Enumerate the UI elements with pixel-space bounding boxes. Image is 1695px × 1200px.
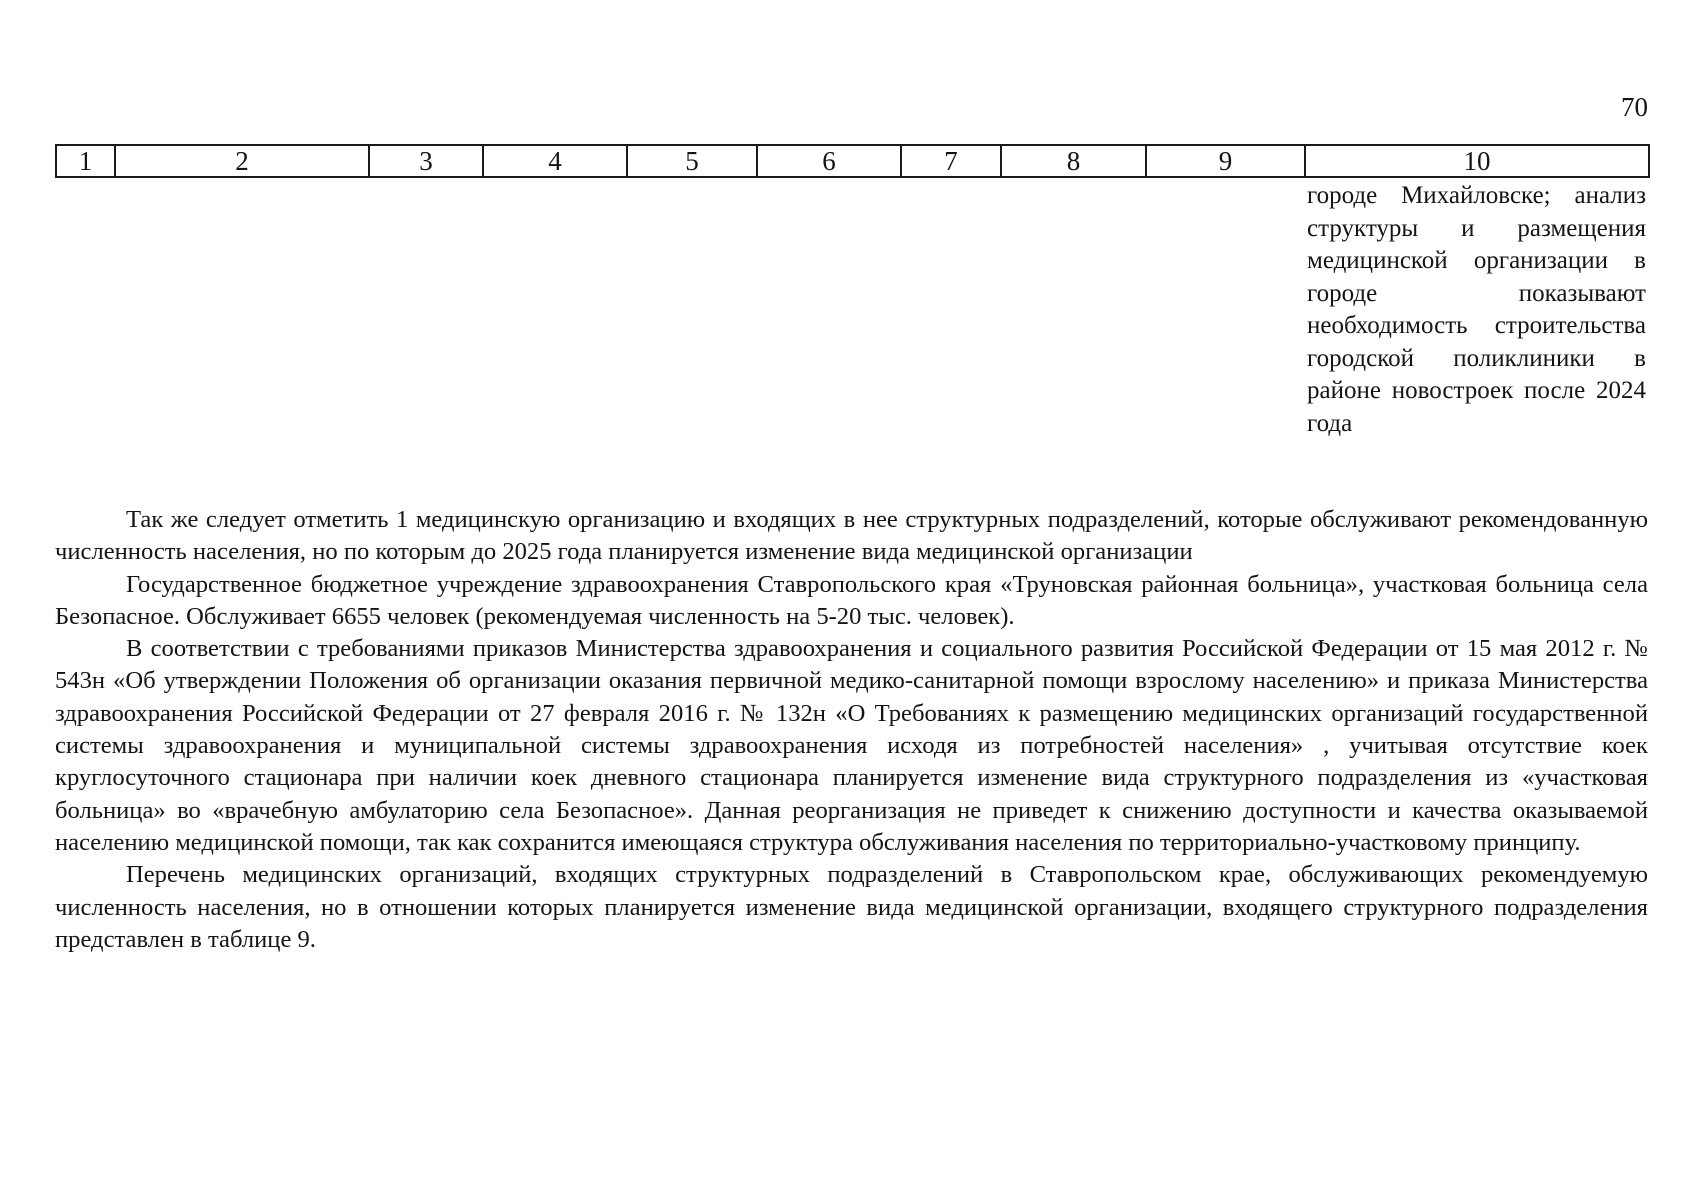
- column-number-8: 8: [1001, 145, 1146, 177]
- table-cell-column-10-text: городе Михайловске; анализ структуры и размещения медицинской организации в городе показывают необходимость строительства городской поликлиники в районе новостроек после 2024 года: [1307, 182, 1646, 437]
- paragraph: В соответствии с требованиями приказов Министерства здравоохранения и социального развития Российской Федерации от 15 мая 2012 г. № 543н «Об утверждении Положения об организации оказания первичной медико-санитарной помощи взрослому населению» и приказа Министерства здравоохранения Российской Федерации от 27 февраля 2016 г. № 132н «О Требованиях к размещению медицинских организаций государственной системы здравоохранения и муниципальной системы здравоохранения исходя из потребностей населения» , учитывая отсутствие коек круглосуточного стационара при наличии коек дневного стационара планируется изменение вида структурного подразделения из «участковая больница» во «врачебную амбулаторию села Безопасное». Данная реорганизация не приведет к снижению доступности и качества оказываемой населению медицинской помощи, так как сохранится имеющаяся структура обслуживания населения по территориально-участковому принципу.: [55, 635, 1648, 856]
- column-number-3: 3: [369, 145, 483, 177]
- paragraph: Перечень медицинских организаций, входящих структурных подразделений в Ставропольском крае, обслуживающих рекомендуемую численность населения, но в отношении которых планируется изменение вида медицинской организации, входящего структурного подразделения представлен в таблице 9.: [55, 861, 1648, 953]
- column-number-6: 6: [757, 145, 901, 177]
- column-number-4: 4: [483, 145, 627, 177]
- column-number-2: 2: [115, 145, 369, 177]
- column-number-5: 5: [627, 145, 757, 177]
- column-number-9: 9: [1146, 145, 1305, 177]
- column-number-1: 1: [56, 145, 115, 177]
- page-number: 70: [1621, 92, 1648, 122]
- table-column-header: [55, 144, 1650, 178]
- body-text: [55, 504, 1648, 956]
- column-number-7: 7: [901, 145, 1001, 177]
- paragraph: Так же следует отметить 1 медицинскую организацию и входящих в нее структурных подразделений, которые обслуживают рекомендованную численность населения, но по которым до 2025 года планируется изменение вида медицинской организации: [55, 506, 1648, 566]
- table-header-row: [56, 145, 1649, 177]
- paragraph: Государственное бюджетное учреждение здравоохранения Ставропольского края «Труновская районная больница», участковая больница села Безопасное. Обслуживает 6655 человек (рекомендуемая численность на 5-20 тыс. человек).: [55, 570, 1648, 630]
- column-number-10: 10: [1305, 145, 1649, 177]
